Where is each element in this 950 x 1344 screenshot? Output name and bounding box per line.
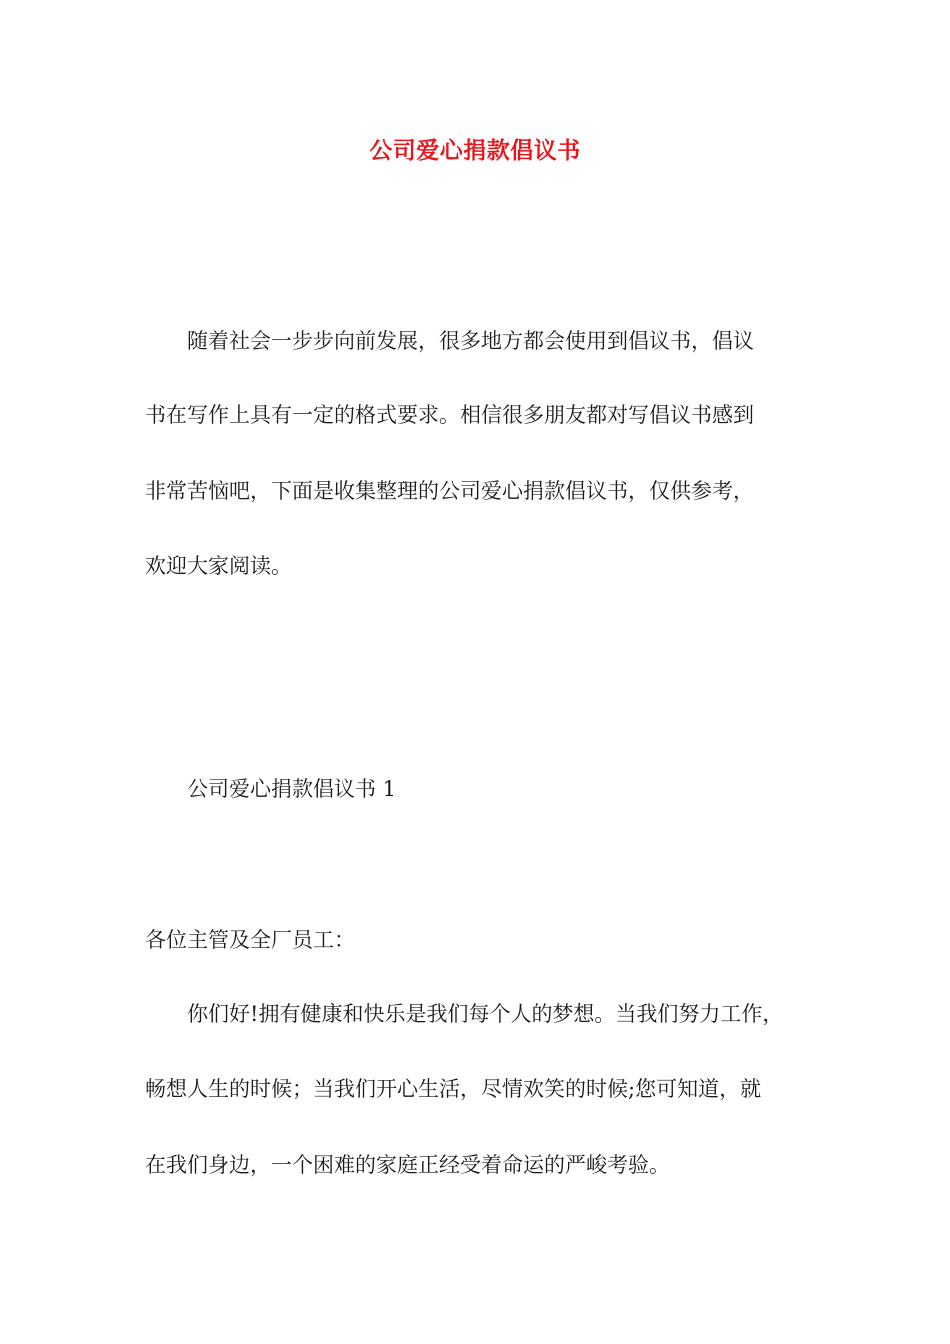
section-heading: 公司爱心捐款倡议书 1: [187, 777, 397, 801]
intro-line-2: 书在写作上具有一定的格式要求。相信很多朋友都对写倡议书感到: [145, 403, 754, 427]
intro-line-3: 非常苦恼吧，下面是收集整理的公司爱心捐款倡议书，仅供参考，: [145, 479, 754, 503]
intro-line-4: 欢迎大家阅读。: [145, 554, 292, 578]
body-line-2: 畅想人生的时候；当我们开心生活，尽情欢笑的时候;您可知道，就: [145, 1077, 762, 1101]
document-title: 公司爱心捐款倡议书: [369, 137, 581, 164]
body-line-3: 在我们身边，一个困难的家庭正经受着命运的严峻考验。: [145, 1153, 670, 1177]
intro-line-1: 随着社会一步步向前发展，很多地方都会使用到倡议书，倡议: [187, 329, 754, 353]
salutation: 各位主管及全厂员工：: [145, 928, 355, 952]
body-line-1: 你们好!拥有健康和快乐是我们每个人的梦想。当我们努力工作，: [187, 1002, 784, 1026]
